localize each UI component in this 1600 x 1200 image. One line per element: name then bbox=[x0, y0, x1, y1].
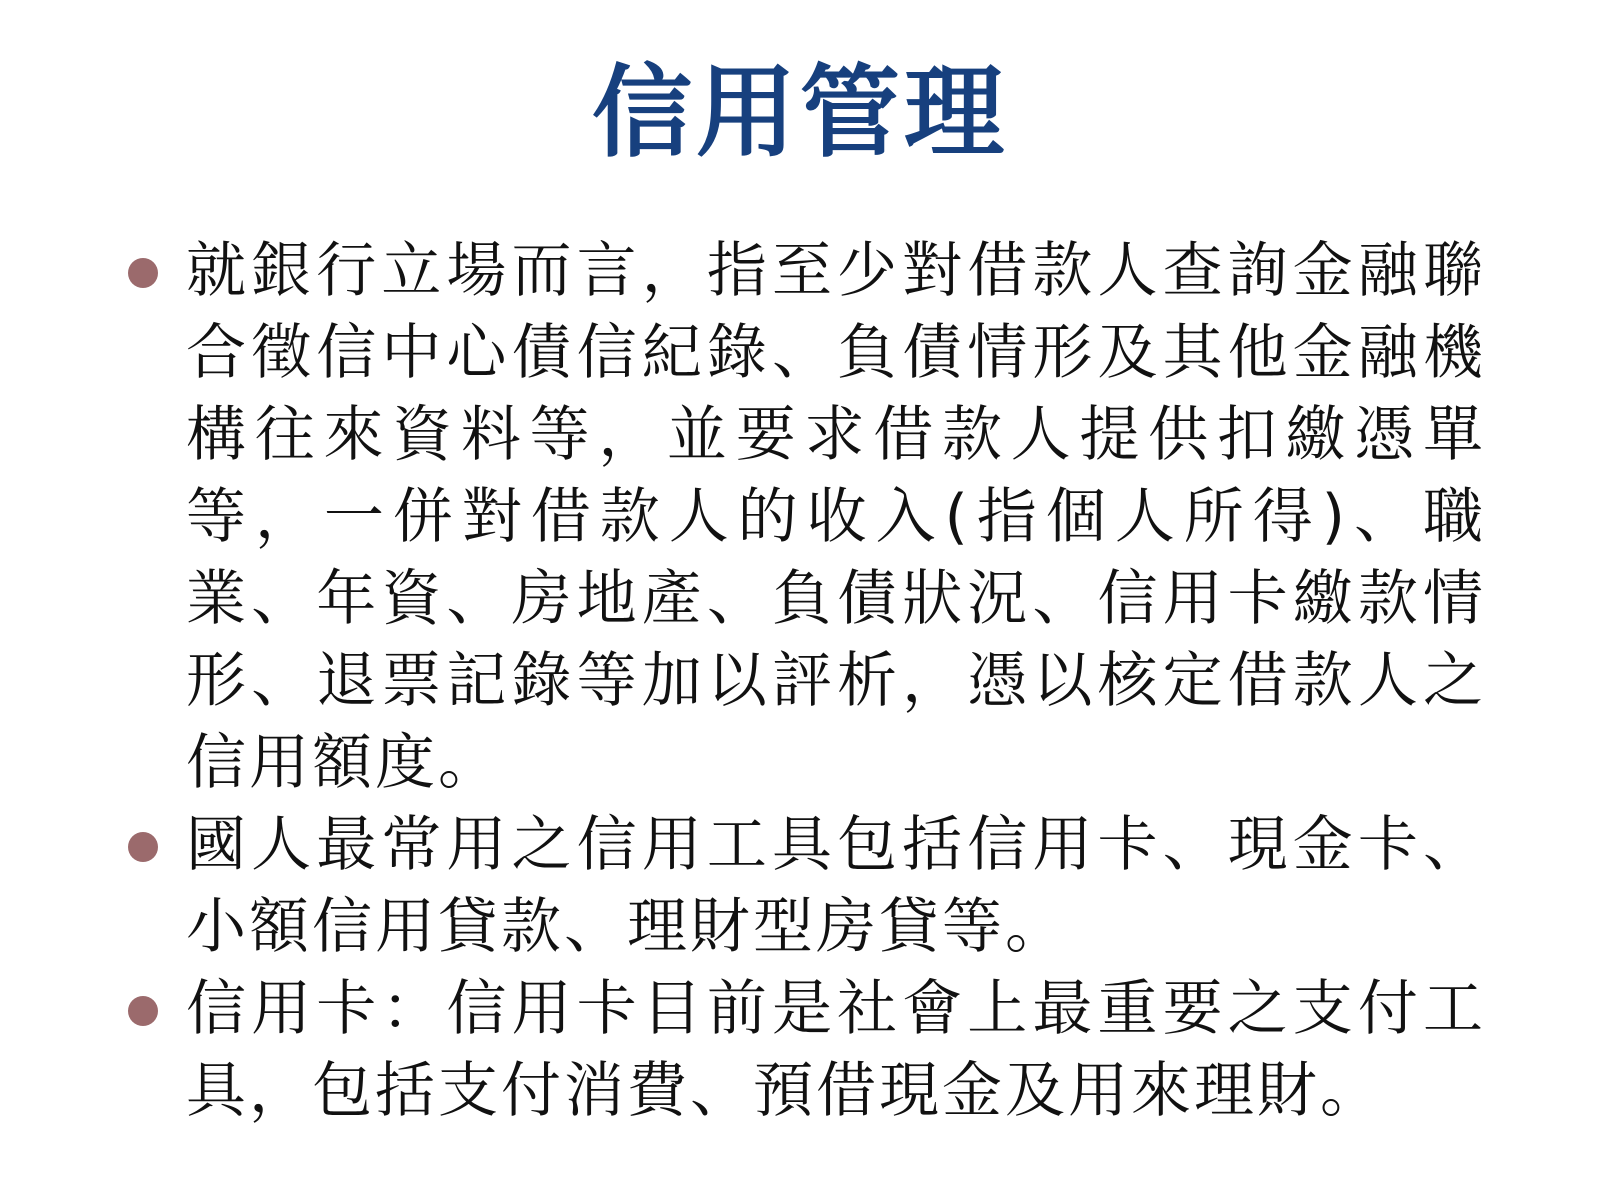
bullet-item bbox=[128, 968, 1486, 1132]
bullet-text: 就銀行立場而言，指至少對借款人查詢金融聯合徵信中心債信紀錄、負債情形及其他金融機構往來資料等，並要求借款人提供扣繳憑單等，一併對借款人的收入(指個人所得)、職業、年資、房地產、負債狀況、信用卡繳款情形、退票記錄等加以評析，憑以核定借款人之信用額度。 bbox=[186, 236, 1486, 798]
bullet-dot-icon bbox=[128, 996, 158, 1026]
slide-title: 信用管理 bbox=[592, 54, 1008, 171]
bullet-dot-icon bbox=[128, 258, 158, 288]
bullet-item bbox=[128, 804, 1486, 968]
bullet-list bbox=[128, 230, 1498, 1132]
bullet-text: 信用卡：信用卡目前是社會上最重要之支付工具，包括支付消費、預借現金及用來理財。 bbox=[186, 974, 1486, 1126]
bullet-text: 國人最常用之信用工具包括信用卡、現金卡、小額信用貸款、理財型房貸等。 bbox=[186, 810, 1486, 962]
bullet-item bbox=[128, 230, 1486, 804]
bullet-dot-icon bbox=[128, 832, 158, 862]
